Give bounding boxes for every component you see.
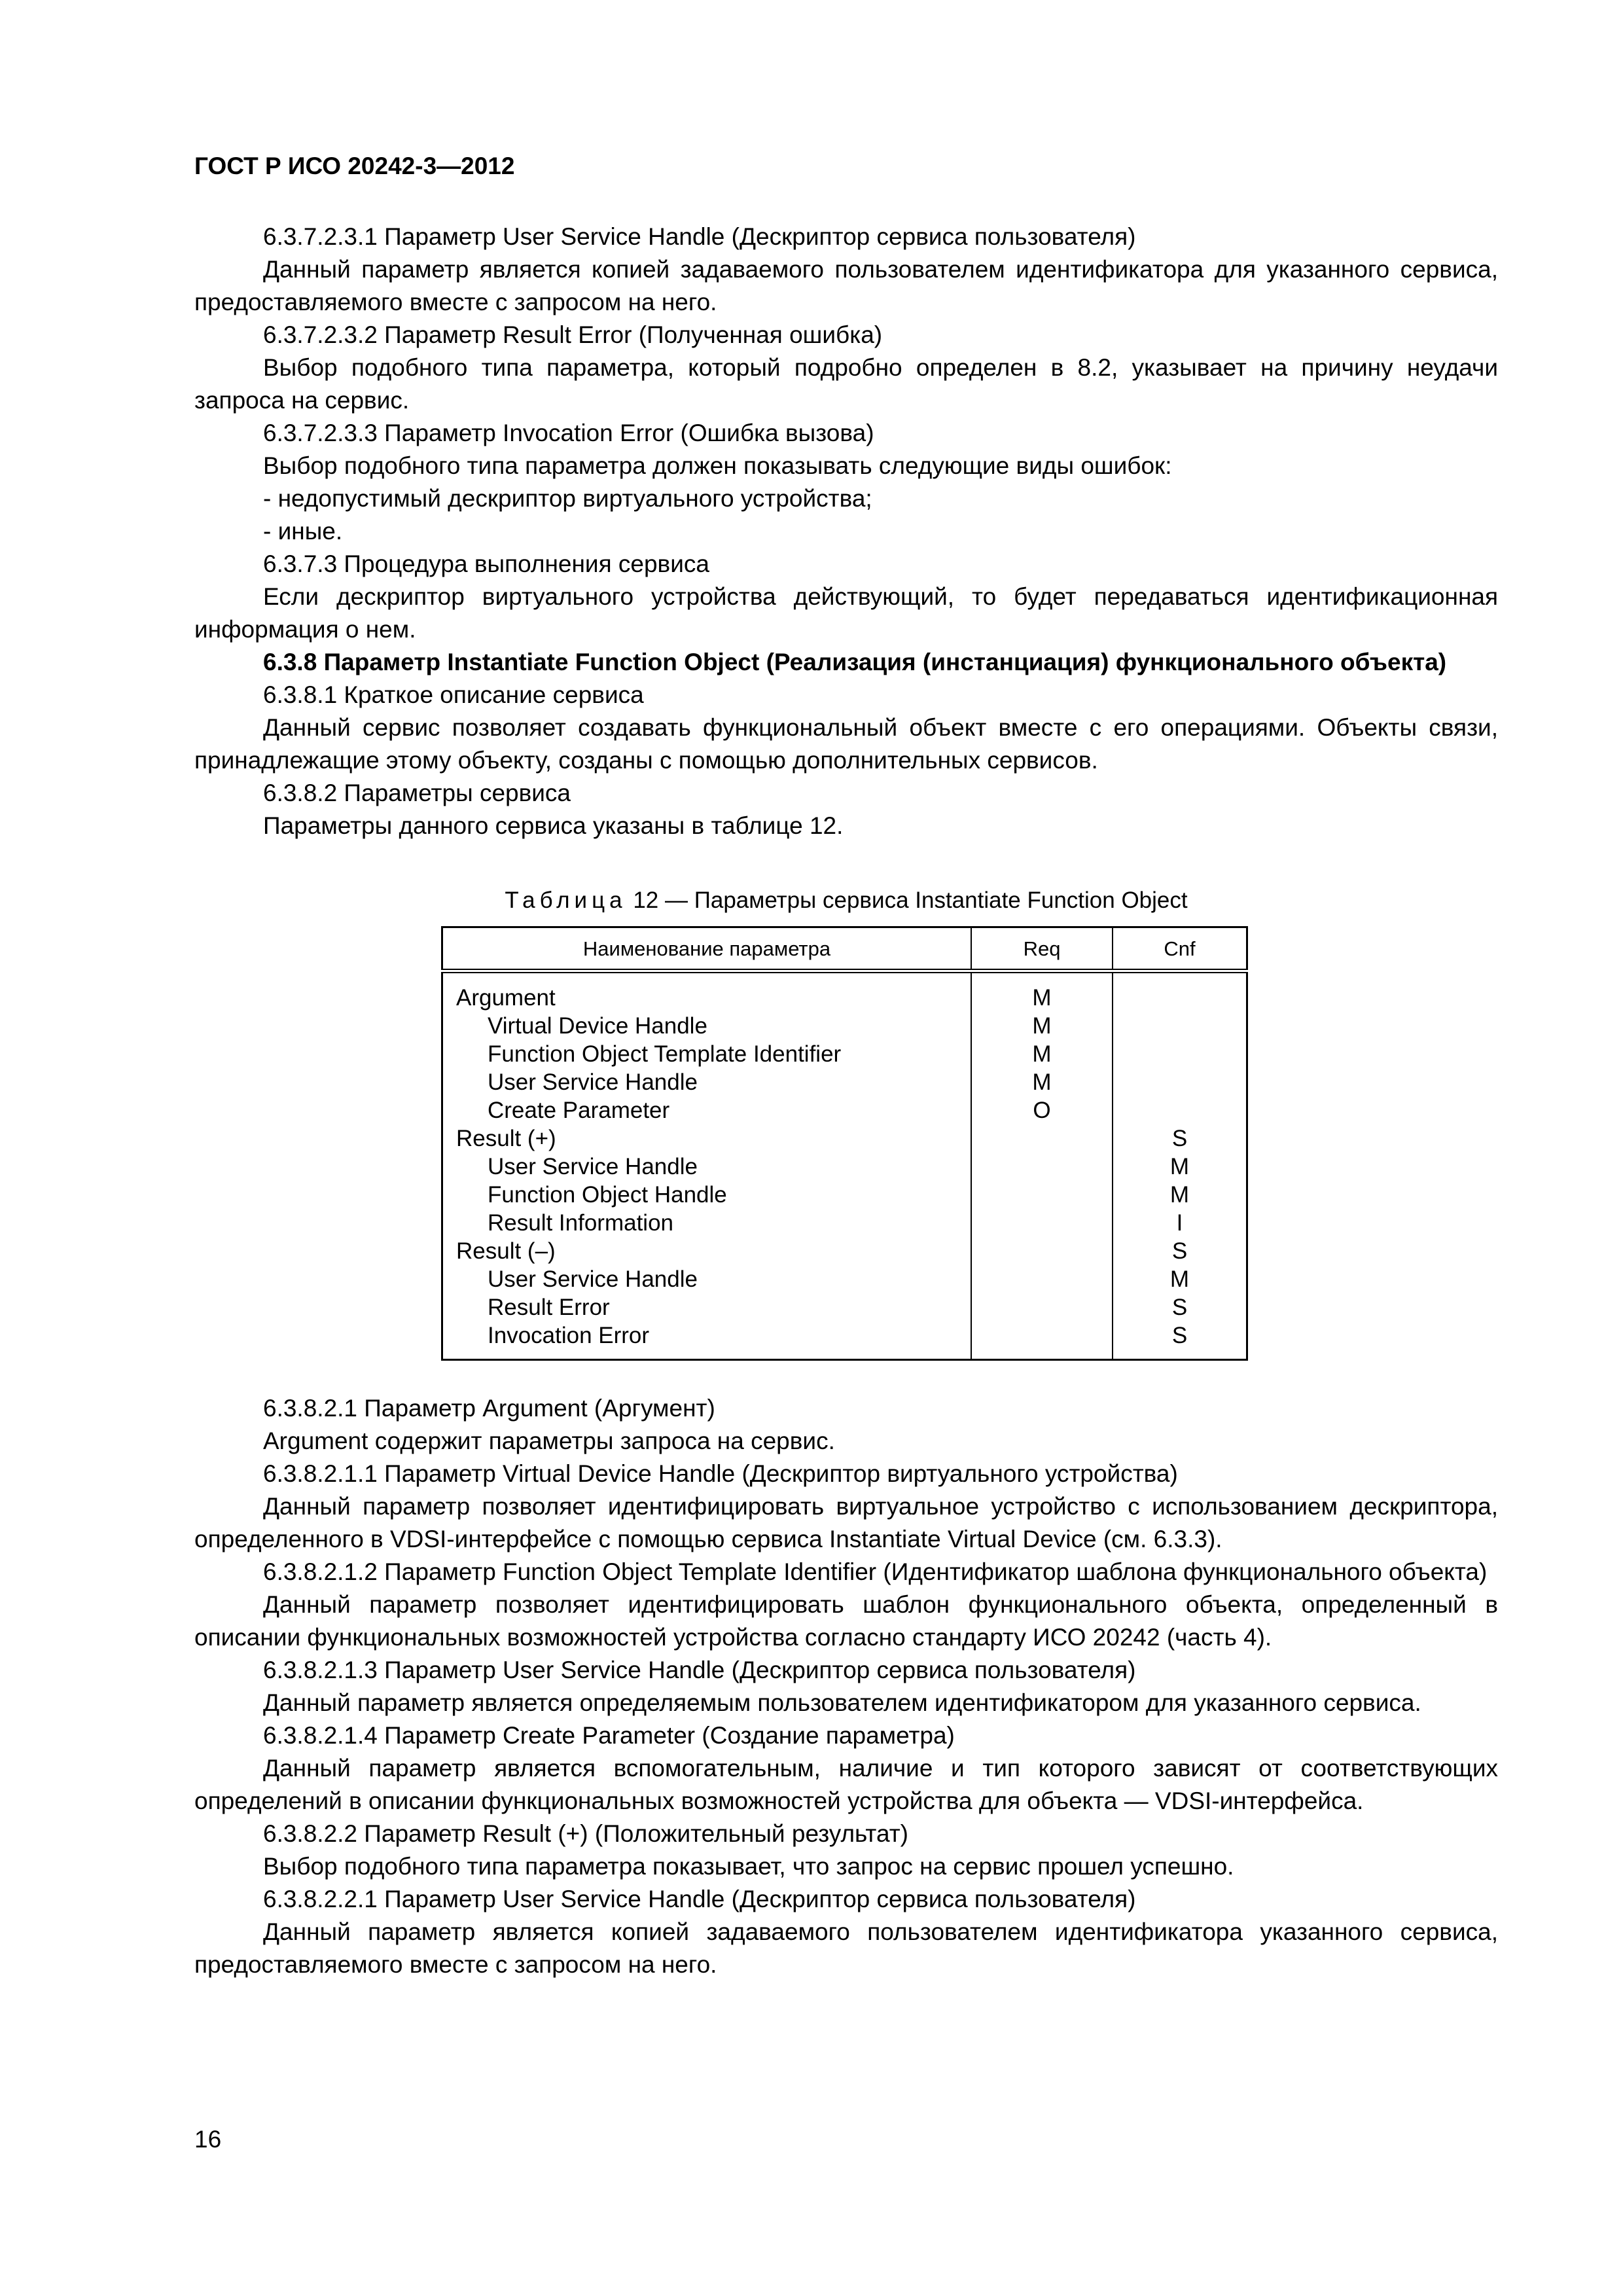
req-value [972, 1293, 1112, 1321]
req-value: M [1032, 1069, 1052, 1095]
document-header: ГОСТ Р ИСО 20242-3—2012 [194, 152, 515, 179]
parameter-name: Result (+) [456, 1126, 556, 1151]
req-value [972, 1209, 1112, 1237]
paragraph: Данный параметр является копией задаваемого пользователем идентификатора указанного сервиса, предоставляемого вместе с запросом на него. [194, 1918, 1498, 1978]
cnf-value [1113, 1012, 1246, 1040]
paragraph: Выбор подобного типа параметра, который подробно определен в 8.2, указывает на причину неудачи запроса на сервис. [194, 354, 1498, 414]
paragraph: - недопустимый дескриптор виртуального устройства; [263, 485, 872, 512]
paragraph: 6.3.8.2.2.1 Параметр User Service Handle (Дескриптор сервиса пользователя) [263, 1886, 1136, 1912]
cnf-value [1113, 1096, 1246, 1124]
paragraph: - иные. [263, 518, 343, 545]
req-value [972, 1153, 1112, 1181]
paragraph: 6.3.8.2 Параметры сервиса [263, 780, 571, 806]
paragraph: Данный параметр является вспомогательным, наличие и тип которого зависят от соответствующих определений в описании функциональных возможностей устройства для объекта — VDSI-интерфейса. [194, 1755, 1498, 1814]
table-header-row [442, 927, 1247, 971]
table-header-cnf: Cnf [1113, 927, 1247, 971]
paragraph: Данный параметр является копией задаваемого пользователем идентификатора для указанного сервиса, предоставляемого вместе с запросом на него. [194, 256, 1498, 315]
paragraph: Данный параметр является определяемым пользователем идентификатором для указанного сервиса. [263, 1689, 1421, 1716]
parameter-name: Invocation Error [488, 1323, 650, 1348]
req-value [972, 1181, 1112, 1209]
cnf-column [1113, 971, 1247, 1360]
parameter-name: User Service Handle [488, 1069, 698, 1095]
req-value: O [1033, 1098, 1051, 1123]
table-caption [194, 884, 1498, 917]
req-value: M [1032, 985, 1052, 1011]
cnf-value: I [1176, 1210, 1183, 1236]
paragraph: 6.3.7.3 Процедура выполнения сервиса [263, 550, 709, 577]
paragraph: Данный параметр позволяет идентифицировать виртуальное устройство с использованием дескриптора, определенного в VDSI-интерфейсе с помощью сервиса Instantiate Virtual Device (см. 6.3.3). [194, 1493, 1498, 1552]
parameter-name: User Service Handle [488, 1154, 698, 1179]
paragraph: 6.3.7.2.3.2 Параметр Result Error (Полученная ошибка) [263, 321, 883, 348]
parameter-name: Result Error [488, 1295, 610, 1320]
req-value [972, 1124, 1112, 1153]
cnf-value: M [1169, 1154, 1190, 1179]
parameter-name: Function Object Handle [488, 1182, 727, 1208]
body-text [194, 221, 1498, 1981]
section-heading: 6.3.8 Параметр Instantiate Function Object (Реализация (инстанциация) функционального объекта) [263, 649, 1447, 675]
table-caption-text: 12 — Параметры сервиса Instantiate Function Object [626, 888, 1188, 913]
paragraph: Выбор подобного типа параметра показывает, что запрос на сервис прошел успешно. [263, 1853, 1234, 1880]
table-body-row [442, 971, 1247, 1360]
paragraph: Данный параметр позволяет идентифицировать шаблон функционального объекта, определенный в описании функциональных возможностей устройства согласно стандарту ИСО 20242 (часть 4). [194, 1591, 1498, 1651]
cnf-value: S [1171, 1238, 1188, 1264]
cnf-value [1113, 1068, 1246, 1096]
paragraph: 6.3.8.2.1.4 Параметр Create Parameter (Создание параметра) [263, 1722, 955, 1749]
paragraph: 6.3.8.2.1.1 Параметр Virtual Device Handle (Дескриптор виртуального устройства) [263, 1460, 1178, 1487]
paragraph: 6.3.8.1 Краткое описание сервиса [263, 681, 644, 708]
paragraph: Argument содержит параметры запроса на сервис. [263, 1427, 835, 1454]
req-value [972, 1237, 1112, 1265]
cnf-value: M [1169, 1182, 1190, 1208]
paragraph: 6.3.8.2.1.2 Параметр Function Object Template Identifier (Идентификатор шаблона функционального объекта) [263, 1558, 1488, 1585]
parameter-name: Create Parameter [488, 1098, 670, 1123]
cnf-value [1113, 984, 1246, 1012]
cnf-value: S [1171, 1323, 1188, 1348]
cnf-value: M [1169, 1266, 1190, 1292]
paragraph: Если дескриптор виртуального устройства действующий, то будет передаваться идентификационная информация о нем. [194, 583, 1498, 643]
table-header-name: Наименование параметра [442, 927, 972, 971]
paragraphs-bottom [194, 1392, 1498, 1981]
cnf-value [1113, 1040, 1246, 1068]
req-value: M [1032, 1041, 1052, 1067]
paragraph: 6.3.8.2.1.3 Параметр User Service Handle (Дескриптор сервиса пользователя) [263, 1657, 1136, 1683]
req-value [972, 1321, 1112, 1350]
parameter-name: Function Object Template Identifier [488, 1041, 842, 1067]
parameter-name: Argument [456, 985, 556, 1011]
paragraph: 6.3.8.2.2 Параметр Result (+) (Положительный результат) [263, 1820, 908, 1847]
parameter-name: Result Information [488, 1210, 674, 1236]
paragraph: 6.3.7.2.3.1 Параметр User Service Handle (Дескриптор сервиса пользователя) [263, 223, 1136, 250]
cnf-value: S [1171, 1126, 1188, 1151]
table-caption-label: Таблица [505, 888, 627, 913]
paragraphs-top [194, 221, 1498, 842]
table-header-req: Req [971, 927, 1113, 971]
req-value: M [1032, 1013, 1052, 1039]
req-column [971, 971, 1113, 1360]
paragraph: Параметры данного сервиса указаны в таблице 12. [263, 812, 844, 839]
page-number: 16 [194, 2126, 222, 2153]
req-value [972, 1265, 1112, 1293]
paragraph: Данный сервис позволяет создавать функциональный объект вместе с его операциями. Объекты связи, принадлежащие этому объекту, созданы с помощью дополнительных сервисов. [194, 714, 1498, 774]
paragraph: 6.3.8.2.1 Параметр Argument (Аргумент) [263, 1395, 715, 1422]
parameter-name: Virtual Device Handle [488, 1013, 707, 1039]
parameter-name: User Service Handle [488, 1266, 698, 1292]
paragraph: Выбор подобного типа параметра должен показывать следующие виды ошибок: [263, 452, 1172, 479]
paragraph: 6.3.7.2.3.3 Параметр Invocation Error (Ошибка вызова) [263, 420, 874, 446]
parameter-name: Result (–) [456, 1238, 556, 1264]
cnf-value: S [1171, 1295, 1188, 1320]
parameter-names-column [442, 971, 972, 1360]
parameters-table [441, 926, 1248, 1361]
